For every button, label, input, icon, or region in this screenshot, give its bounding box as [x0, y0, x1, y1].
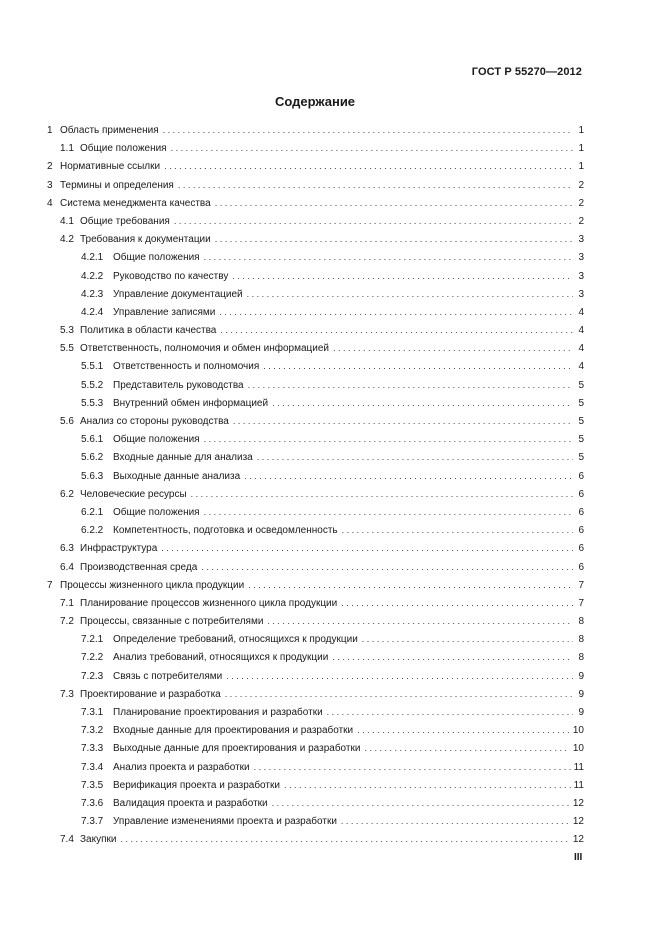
toc-entry-number: 5.6.3 — [81, 470, 104, 482]
toc-entry[interactable] — [47, 830, 584, 848]
toc-entry-page: 5 — [578, 397, 584, 409]
toc-entry-title: Система менеджмента качества — [60, 197, 211, 209]
toc-entry-number: 7.4 — [60, 834, 74, 846]
toc-entry[interactable] — [47, 303, 584, 321]
toc-entry-number: 7.3.6 — [81, 797, 104, 809]
dot-leader — [341, 594, 573, 612]
toc-entry[interactable] — [47, 703, 584, 721]
toc-entry-page: 5 — [578, 434, 584, 446]
toc-entry[interactable] — [47, 612, 584, 630]
toc-entry-title: Общие требования — [80, 215, 170, 227]
toc-entry-number: 7.2 — [60, 616, 74, 628]
toc-entry-page: 2 — [578, 179, 584, 191]
toc-entry[interactable] — [47, 594, 584, 612]
toc-entry-title: Входные данные для анализа — [113, 452, 253, 464]
toc-entry[interactable] — [47, 503, 584, 521]
toc-entry-title: Анализ со стороны руководства — [80, 416, 229, 427]
toc-entry-page: 1 — [578, 143, 584, 155]
toc-entry[interactable] — [47, 667, 584, 685]
toc-entry[interactable] — [47, 230, 584, 248]
dot-leader — [174, 212, 573, 230]
toc-entry-title: Нормативные ссылки — [60, 161, 161, 173]
dot-leader — [225, 685, 573, 703]
toc-entry-number: 2 — [47, 161, 53, 173]
dot-leader — [272, 394, 573, 412]
toc-entry-page: 4 — [578, 361, 584, 373]
dot-leader — [254, 758, 571, 776]
toc-entry-title: Планирование проектирования и разработки — [113, 707, 323, 718]
toc-entry-page: 6 — [578, 525, 584, 537]
toc-entry-title: Связь с потребителями — [113, 670, 223, 682]
dot-leader — [215, 230, 573, 248]
toc-entry-page: 5 — [578, 452, 584, 464]
toc-entry-title: Планирование процессов жизненного цикла продукции — [80, 597, 338, 609]
toc-entry-page: 4 — [578, 306, 584, 318]
toc-entry[interactable] — [47, 267, 584, 285]
toc-entry-title: Валидация проекта и разработки — [113, 797, 268, 809]
toc-entry[interactable] — [47, 558, 584, 576]
toc-entry-page: 9 — [578, 688, 584, 700]
toc-entry-title: Управление изменениями проекта и разработки — [113, 816, 337, 828]
toc-entry-number: 4.2.3 — [81, 288, 104, 300]
toc-entry[interactable] — [47, 121, 584, 139]
toc-entry-number: 7.2.1 — [81, 634, 104, 646]
toc-entry[interactable] — [47, 776, 584, 794]
toc-entry-page: 8 — [578, 616, 584, 628]
toc-entry-page: 3 — [578, 288, 584, 300]
toc-entry-number: 6.4 — [60, 561, 74, 573]
toc-entry-title: Представитель руководства — [113, 379, 244, 391]
toc-entry[interactable] — [47, 794, 584, 812]
toc-entry-title: Общие положения — [113, 252, 200, 264]
toc-entry[interactable] — [47, 430, 584, 448]
toc-entry-page: 4 — [578, 343, 584, 355]
toc-entry-title: Инфраструктура — [80, 543, 158, 555]
dot-leader — [178, 176, 573, 194]
page-title: Содержание — [274, 94, 356, 109]
toc-entry-number: 5.6.1 — [81, 434, 104, 446]
dot-leader — [327, 703, 573, 721]
toc-entry-page: 12 — [572, 816, 584, 828]
dot-leader — [341, 812, 570, 830]
toc-entry-number: 6.2.2 — [81, 525, 104, 537]
dot-leader — [220, 321, 573, 339]
toc-entry-number: 7.2.3 — [81, 670, 104, 682]
toc-entry-page: 3 — [578, 252, 584, 264]
dot-leader — [232, 267, 573, 285]
toc-entry-title: Ответственность, полномочия и обмен информацией — [80, 343, 329, 355]
toc-entry-page: 6 — [578, 561, 584, 573]
dot-leader — [226, 667, 573, 685]
toc-entry-number: 3 — [47, 179, 53, 191]
document-code: ГОСТ Р 55270—2012 — [471, 66, 582, 78]
toc-entry-number: 4.1 — [60, 215, 74, 227]
toc-entry-page: 1 — [578, 161, 584, 173]
dot-leader — [247, 285, 573, 303]
toc-entry-number: 7.3.7 — [81, 816, 104, 828]
toc-entry-page: 8 — [578, 652, 584, 664]
dot-leader — [233, 412, 573, 430]
toc-entry-title: Область применения — [60, 125, 159, 136]
toc-entry-title: Общие положения — [113, 506, 200, 518]
toc-entry[interactable] — [47, 139, 584, 157]
toc-entry-title: Проектирование и разработка — [80, 688, 221, 700]
toc-entry-page: 12 — [572, 834, 584, 846]
toc-entry-number: 4 — [47, 197, 53, 209]
dot-leader — [204, 503, 573, 521]
toc-entry-number: 7.3.1 — [81, 707, 104, 718]
toc-entry-number: 4.2.2 — [81, 270, 104, 282]
toc-entry-page: 7 — [578, 579, 584, 591]
toc-entry-page: 10 — [572, 743, 584, 755]
toc-entry-page: 6 — [578, 543, 584, 555]
toc-entry-title: Внутренний обмен информацией — [113, 397, 269, 409]
toc-entry-title: Политика в области качества — [80, 325, 217, 337]
dot-leader — [219, 303, 573, 321]
page-number: III — [574, 852, 583, 863]
toc-entry[interactable] — [47, 212, 584, 230]
toc-entry-page: 4 — [578, 325, 584, 337]
toc-entry-title: Общие положения — [113, 434, 200, 446]
toc-entry-title: Термины и определения — [60, 179, 174, 191]
toc-entry-title: Определение требований, относящихся к продукции — [113, 634, 358, 646]
dot-leader — [333, 339, 573, 357]
toc-entry[interactable] — [47, 812, 584, 830]
toc-entry[interactable] — [47, 394, 584, 412]
toc-entry-page: 7 — [578, 597, 584, 609]
toc-entry[interactable] — [47, 758, 584, 776]
dot-leader — [364, 739, 569, 757]
toc-entry[interactable] — [47, 630, 584, 648]
toc-entry-number: 5.3 — [60, 325, 74, 337]
toc-entry-page: 9 — [578, 707, 584, 718]
toc-entry-page: 8 — [578, 634, 584, 646]
toc-entry-title: Управление записями — [113, 306, 216, 318]
toc-entry-title: Выходные данные анализа — [113, 470, 241, 482]
toc-entry-number: 6.2 — [60, 488, 74, 500]
toc-entry-number: 7.3.3 — [81, 743, 104, 755]
toc-entry[interactable] — [47, 412, 584, 430]
toc-entry[interactable] — [47, 357, 584, 375]
toc-entry[interactable] — [47, 539, 584, 557]
dot-leader — [357, 721, 570, 739]
toc-entry-page: 1 — [578, 125, 584, 136]
toc-entry-title: Закупки — [80, 834, 117, 846]
toc-entry[interactable] — [47, 648, 584, 666]
dot-leader — [362, 630, 573, 648]
toc-entry-page: 11 — [573, 761, 584, 773]
toc-entry-title: Анализ проекта и разработки — [113, 761, 250, 773]
toc-entry-page: 6 — [578, 470, 584, 482]
dot-leader — [342, 521, 573, 539]
dot-leader — [163, 121, 573, 139]
toc-entry[interactable] — [47, 157, 584, 175]
toc-entry-page: 2 — [578, 215, 584, 227]
toc-entry-page: 9 — [578, 670, 584, 682]
toc-entry-page: 6 — [578, 488, 584, 500]
toc-entry-page: 11 — [573, 779, 584, 791]
dot-leader — [204, 430, 573, 448]
toc-entry-page: 6 — [578, 506, 584, 518]
toc-entry-page: 12 — [572, 797, 584, 809]
toc-entry-number: 5.5.1 — [81, 361, 104, 373]
toc-entry-number: 7.1 — [60, 597, 74, 609]
toc-entry-number: 4.2 — [60, 234, 74, 246]
dot-leader — [164, 157, 573, 175]
dot-leader — [215, 194, 573, 212]
toc-entry-number: 4.2.1 — [81, 252, 104, 264]
toc-entry-title: Ответственность и полномочия — [113, 361, 260, 373]
toc-entry[interactable] — [47, 376, 584, 394]
toc-entry-page: 5 — [578, 416, 584, 427]
toc-entry-number: 5.6.2 — [81, 452, 104, 464]
toc-entry-title: Управление документацией — [113, 288, 243, 300]
toc-entry-number: 7.3.4 — [81, 761, 104, 773]
toc-entry-number: 6.2.1 — [81, 506, 104, 518]
toc-entry[interactable] — [47, 739, 584, 757]
toc-entry-number: 7.3 — [60, 688, 74, 700]
toc-entry[interactable] — [47, 176, 584, 194]
toc-entry[interactable] — [47, 685, 584, 703]
toc-entry-page: 3 — [578, 270, 584, 282]
toc-entry[interactable] — [47, 321, 584, 339]
dot-leader — [284, 776, 571, 794]
dot-leader — [257, 448, 573, 466]
dot-leader — [332, 648, 573, 666]
dot-leader — [244, 467, 573, 485]
toc-entry-number: 1.1 — [60, 143, 74, 155]
toc-entry-number: 5.5 — [60, 343, 74, 355]
toc-entry-page: 10 — [572, 725, 584, 737]
toc-entry[interactable] — [47, 467, 584, 485]
toc-entry[interactable] — [47, 576, 584, 594]
toc-entry[interactable] — [47, 285, 584, 303]
toc-entry-title: Человеческие ресурсы — [80, 488, 187, 500]
toc-entry-number: 5.6 — [60, 416, 74, 427]
toc-entry-number: 7.3.5 — [81, 779, 104, 791]
toc-entry[interactable] — [47, 721, 584, 739]
toc-entry-number: 7.3.2 — [81, 725, 104, 737]
dot-leader — [201, 558, 573, 576]
toc-entry-title: Руководство по качеству — [113, 270, 229, 282]
toc-entry-number: 1 — [47, 125, 53, 136]
toc-entry-number: 6.3 — [60, 543, 74, 555]
toc-entry-title: Производственная среда — [80, 561, 198, 573]
dot-leader — [204, 248, 573, 266]
toc-entry[interactable] — [47, 485, 584, 503]
dot-leader — [248, 576, 573, 594]
toc-entry-number: 5.5.2 — [81, 379, 104, 391]
toc-entry-title: Общие положения — [80, 143, 167, 155]
toc-entry-title: Входные данные для проектирования и разработки — [113, 725, 354, 737]
toc-entry-page: 5 — [578, 379, 584, 391]
toc-entry-title: Анализ требований, относящихся к продукции — [113, 652, 329, 664]
toc-entry-title: Компетентность, подготовка и осведомленность — [113, 525, 338, 537]
dot-leader — [120, 830, 569, 848]
dot-leader — [263, 357, 573, 375]
toc-entry-title: Процессы жизненного цикла продукции — [60, 579, 245, 591]
toc-entry-number: 4.2.4 — [81, 306, 104, 318]
dot-leader — [161, 539, 573, 557]
table-of-contents — [47, 121, 584, 849]
toc-entry[interactable] — [47, 339, 584, 357]
toc-entry[interactable] — [47, 194, 584, 212]
toc-entry-number: 7.2.2 — [81, 652, 104, 664]
toc-entry[interactable] — [47, 521, 584, 539]
toc-entry-title: Требования к документации — [80, 234, 211, 246]
dot-leader — [171, 139, 573, 157]
toc-entry-page: 3 — [578, 234, 584, 246]
toc-entry-page: 2 — [578, 197, 584, 209]
dot-leader — [267, 612, 573, 630]
dot-leader — [248, 376, 573, 394]
toc-entry-title: Верификация проекта и разработки — [113, 779, 280, 791]
toc-entry-title: Выходные данные для проектирования и разработки — [113, 743, 361, 755]
dot-leader — [272, 794, 570, 812]
toc-entry-title: Процессы, связанные с потребителями — [80, 616, 264, 628]
dot-leader — [191, 485, 573, 503]
toc-entry-number: 5.5.3 — [81, 397, 104, 409]
toc-entry-number: 7 — [47, 579, 53, 591]
toc-entry[interactable] — [47, 248, 584, 266]
toc-entry[interactable] — [47, 448, 584, 466]
